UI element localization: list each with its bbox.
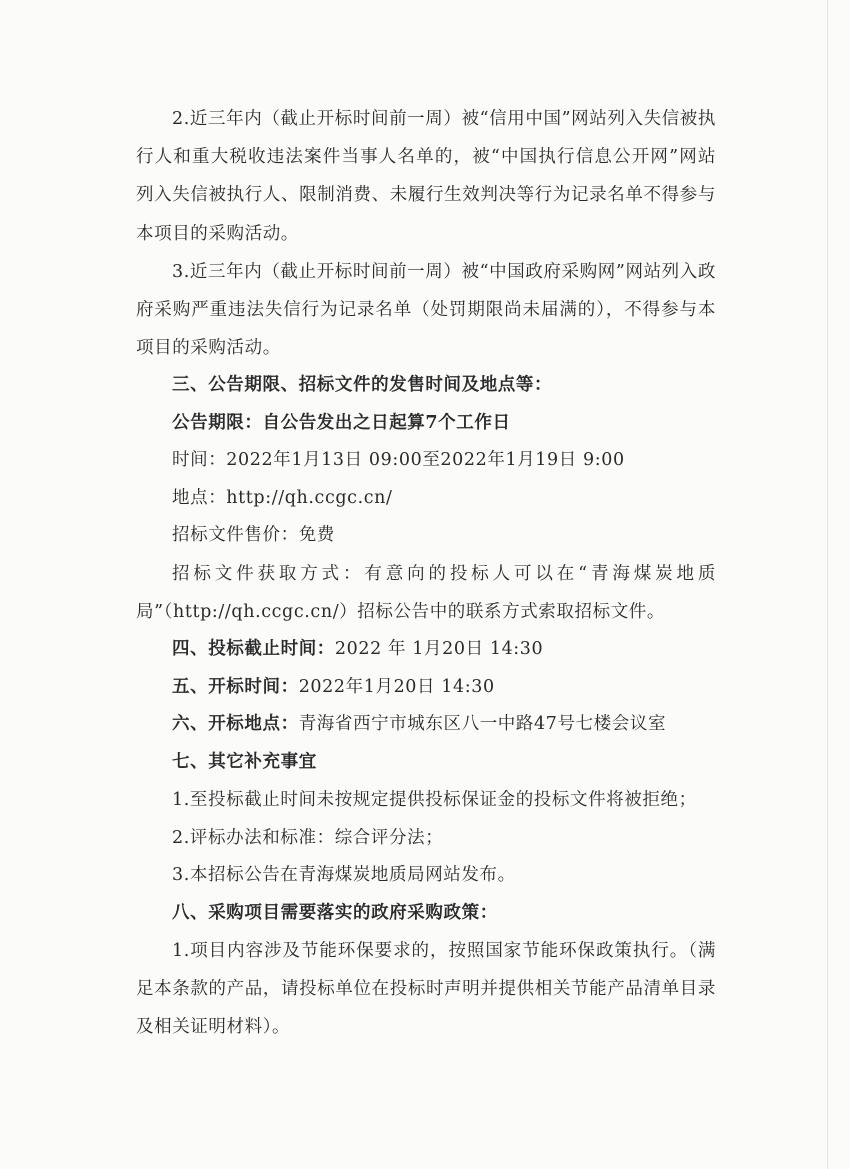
section-6-line bbox=[136, 706, 716, 744]
notice-period-line bbox=[136, 405, 716, 443]
section-7-item-1: 1.至投标截止时间未按规定提供投标保证金的投标文件将被拒绝； bbox=[172, 790, 697, 811]
section-5-value: 2022年1月20日 14:30 bbox=[298, 676, 495, 697]
section-6-label: 六、开标地点： bbox=[172, 714, 299, 735]
notice-period-label: 公告期限： bbox=[172, 412, 263, 433]
paragraph-item-2: 2.近三年内（截止开标时间前一周）被“信用中国”网站列入失信被执行人和重大税收违法案件当事人名单的，被“中国执行信息公开网”网站列入失信被执行人、限制消费、未履行生效判决等行为记录名单不得参与本项目的采购活动。 bbox=[136, 109, 716, 244]
notice-period-value: 自公告发出之日起算7个工作日 bbox=[262, 412, 511, 433]
section-8-item-1: 1.项目内容涉及节能环保要求的，按照国家节能环保政策执行。（满足本条款的产品，请投标单位在投标时声明并提供相关节能产品清单目录及相关证明材料）。 bbox=[136, 941, 716, 1038]
section-4-line bbox=[136, 631, 716, 669]
time-line: 时间：2022年1月13日 09:00至2022年1月19日 9:00 bbox=[172, 450, 625, 471]
section-3-heading: 三、公告期限、招标文件的发售时间及地点等： bbox=[172, 375, 553, 396]
section-4-value: 2022 年 1月20日 14:30 bbox=[334, 639, 544, 660]
section-6-value: 青海省西宁市城东区八一中路47号七楼会议室 bbox=[298, 714, 667, 735]
section-8-heading: 八、采购项目需要落实的政府采购政策： bbox=[172, 902, 498, 923]
section-7-heading: 七、其它补充事宜 bbox=[172, 751, 317, 772]
paragraph-item-3: 3.近三年内（截止开标时间前一周）被“中国政府采购网”网站列入政府采购严重违法失信行为记录名单（处罚期限尚未届满的），不得参与本项目的采购活动。 bbox=[136, 261, 716, 359]
section-7-item-3: 3.本招标公告在青海煤炭地质局网站发布。 bbox=[172, 865, 516, 886]
location-line: 地点：http://qh.ccgc.cn/ bbox=[172, 487, 393, 508]
section-7-item-2: 2.评标办法和标准：综合评分法； bbox=[172, 827, 444, 848]
section-5-line bbox=[136, 669, 716, 707]
scan-edge-line bbox=[827, 0, 828, 1169]
price-line: 招标文件售价：免费 bbox=[172, 525, 335, 546]
section-5-label: 五、开标时间： bbox=[172, 676, 299, 697]
acquire-method-paragraph: 招标文件获取方式：有意向的投标人可以在“青海煤炭地质局”（http://qh.ccgc.cn/）招标公告中的联系方式索取招标文件。 bbox=[136, 563, 716, 623]
section-4-label: 四、投标截止时间： bbox=[172, 639, 335, 660]
document-body bbox=[136, 100, 716, 1047]
